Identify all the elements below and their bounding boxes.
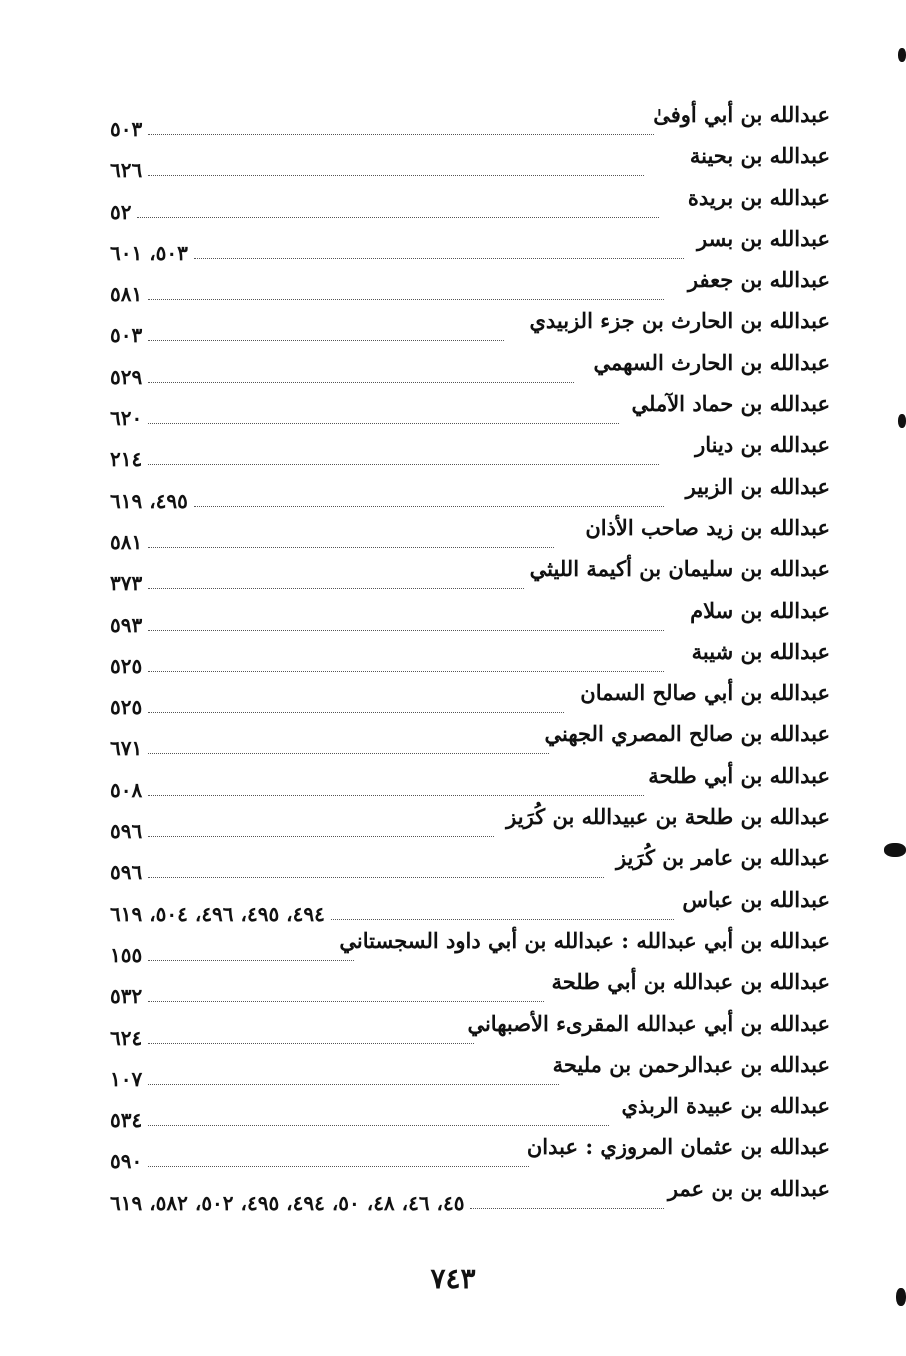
entry-name: عبدالله بن بسر	[697, 225, 830, 251]
index-entry	[110, 224, 830, 265]
index-entry	[110, 1174, 830, 1215]
entry-leader-line	[110, 281, 830, 307]
dotted-leader	[331, 918, 674, 920]
entry-page-numbers: ٥٠٣	[110, 323, 143, 348]
entry-page-numbers: ٦٢٠	[110, 406, 143, 431]
entry-name: عبدالله بن أبي صالح السمان	[580, 680, 830, 706]
dotted-leader	[148, 174, 644, 176]
entry-name: عبدالله بن صالح المصري الجهني	[544, 721, 830, 747]
entry-leader-line	[110, 901, 830, 927]
entry-name: عبدالله بن طلحة بن عبيدالله بن كُرَيز	[506, 804, 830, 830]
entry-page-numbers: ٦٢٦	[110, 158, 143, 183]
entry-leader-line	[110, 1066, 830, 1092]
page-number: ٧٤٣	[430, 1262, 476, 1295]
entry-leader-line	[110, 983, 830, 1009]
dotted-leader	[148, 381, 574, 383]
index-entry	[110, 348, 830, 389]
dotted-leader	[148, 339, 504, 341]
index-entry	[110, 678, 830, 719]
entry-page-numbers: ٤٩٥، ٦١٩	[110, 488, 188, 513]
entry-leader-line	[110, 612, 830, 638]
index-entry	[110, 265, 830, 306]
index-entry	[110, 1050, 830, 1091]
entry-leader-line	[110, 1190, 830, 1216]
dotted-leader	[148, 629, 664, 631]
entry-name: عبدالله بن جعفر	[687, 267, 830, 293]
index-entry	[110, 141, 830, 182]
index-entry	[110, 843, 830, 884]
entry-page-numbers: ٥٠٨	[110, 777, 143, 802]
dotted-leader	[148, 463, 659, 465]
dotted-leader	[148, 1000, 544, 1002]
entry-name: عبدالله بن دينار	[695, 432, 830, 458]
entry-page-numbers: ٥٩٦	[110, 860, 143, 885]
dotted-leader	[148, 422, 619, 424]
index-entry	[110, 719, 830, 760]
dotted-leader	[194, 505, 664, 507]
dotted-leader	[148, 711, 564, 713]
entry-page-numbers: ٥٩٠	[110, 1149, 143, 1174]
index-entry	[110, 183, 830, 224]
entry-leader-line	[110, 240, 830, 266]
entry-name: عبدالله بن عبدالله بن أبي طلحة	[551, 969, 830, 995]
index-entry	[110, 554, 830, 595]
entry-leader-line	[110, 405, 830, 431]
entry-leader-line	[110, 570, 830, 596]
entry-page-numbers: ٢١٤	[110, 447, 143, 472]
entry-page-numbers: ١٥٥	[110, 942, 143, 967]
dotted-leader	[470, 1207, 664, 1209]
entry-name: عبدالله بن عبيدة الربذي	[621, 1093, 830, 1119]
entry-page-numbers: ٦٧١	[110, 736, 143, 761]
entry-leader-line	[110, 157, 830, 183]
index-entry	[110, 1009, 830, 1050]
entry-leader-line	[110, 116, 830, 142]
entry-leader-line	[110, 653, 830, 679]
entry-leader-line	[110, 488, 830, 514]
entry-name: عبدالله بن الزبير	[685, 473, 830, 499]
dotted-leader	[148, 959, 354, 961]
entry-page-numbers: ٥٢٥	[110, 695, 143, 720]
entry-name: عبدالله بن عباس	[682, 886, 830, 912]
dotted-leader	[148, 1124, 609, 1126]
entry-name: عبدالله بن بحينة	[689, 143, 830, 169]
entry-page-numbers: ٥٩٣	[110, 612, 143, 637]
entry-page-numbers: ٥٢٥	[110, 653, 143, 678]
entry-leader-line	[110, 322, 830, 348]
entry-page-numbers: ٥٠٣	[110, 117, 143, 141]
entry-page-numbers: ٥٨١	[110, 282, 143, 307]
dotted-leader	[148, 133, 654, 135]
entry-leader-line	[110, 1025, 830, 1051]
index-entry	[110, 1091, 830, 1132]
scan-mark-lower	[884, 843, 906, 857]
dotted-leader	[148, 670, 664, 672]
index-entries-list	[110, 100, 830, 1215]
dotted-leader	[137, 216, 659, 218]
index-entry	[110, 967, 830, 1008]
entry-leader-line	[110, 364, 830, 390]
dotted-leader	[148, 587, 524, 589]
entry-name: عبدالله بن أبي طلحة	[648, 762, 830, 788]
dotted-leader	[148, 876, 604, 878]
index-entry	[110, 926, 830, 967]
entry-page-numbers: ٥٢٩	[110, 364, 143, 389]
entry-name: عبدالله بن أبي أوفىٰ	[653, 102, 830, 127]
entry-page-numbers: ٦٢٤	[110, 1025, 143, 1050]
entry-name: عبدالله بن أبي عبدالله المقرىء الأصبهاني	[467, 1010, 830, 1036]
entry-page-numbers: ١٠٧	[110, 1066, 143, 1091]
index-entry	[110, 596, 830, 637]
entry-leader-line	[110, 942, 830, 968]
entry-leader-line	[110, 777, 830, 803]
index-entry	[110, 1132, 830, 1173]
scan-mark-middle	[898, 414, 906, 428]
entry-name: عبدالله بن سليمان بن أكيمة الليثي	[529, 556, 830, 582]
entry-name: عبدالله بن عثمان المروزي : عبدان	[526, 1134, 830, 1160]
entry-leader-line	[110, 1107, 830, 1133]
dotted-leader	[148, 835, 494, 837]
index-entry	[110, 637, 830, 678]
entry-leader-line	[110, 199, 830, 225]
dotted-leader	[148, 546, 554, 548]
scan-mark-top	[898, 48, 906, 62]
dotted-leader	[148, 794, 644, 796]
index-entry	[110, 100, 830, 141]
entry-page-numbers: ٥٣٢	[110, 984, 143, 1009]
entry-name: عبدالله بن عامر بن كُرَيز	[615, 845, 830, 871]
entry-page-numbers: ٥٠٣، ٦٠١	[110, 240, 188, 265]
dotted-leader	[148, 298, 664, 300]
entry-page-numbers: ٥٢	[110, 199, 132, 224]
index-entry	[110, 389, 830, 430]
entry-name: عبدالله بن بريدة	[687, 184, 830, 210]
index-entry	[110, 472, 830, 513]
entry-leader-line	[110, 859, 830, 885]
index-entry	[110, 306, 830, 347]
entry-page-numbers: ٤٥، ٤٦، ٤٨، ٥٠، ٤٩٤، ٤٩٥، ٥٠٢، ٥٨٢، ٦١٩	[110, 1190, 465, 1215]
entry-name: عبدالله بن أبي عبدالله : عبدالله بن أبي داود السجستاني	[339, 927, 830, 953]
dotted-leader	[194, 257, 684, 259]
entry-page-numbers: ٣٧٣	[110, 571, 143, 596]
entry-name: عبدالله بن سلام	[690, 597, 830, 623]
entry-leader-line	[110, 446, 830, 472]
dotted-leader	[148, 752, 549, 754]
entry-name: عبدالله بن الحارث السهمي	[593, 349, 830, 375]
entry-leader-line	[110, 694, 830, 720]
entry-name: عبدالله بن زيد صاحب الأذان	[585, 514, 830, 540]
entry-leader-line	[110, 818, 830, 844]
index-entry	[110, 430, 830, 471]
entry-page-numbers: ٥٨١	[110, 529, 143, 554]
entry-name: عبدالله بن بن عمر	[667, 1175, 830, 1201]
dotted-leader	[148, 1165, 529, 1167]
entry-name: عبدالله بن عبدالرحمن بن مليحة	[552, 1051, 830, 1077]
entry-name: عبدالله بن حماد الآملي	[631, 391, 830, 417]
entry-name: عبدالله بن شيبة	[691, 638, 830, 664]
entry-page-numbers: ٥٩٦	[110, 819, 143, 844]
dotted-leader	[148, 1083, 559, 1085]
index-entry	[110, 885, 830, 926]
entry-leader-line	[110, 735, 830, 761]
entry-page-numbers: ٥٣٤	[110, 1108, 143, 1133]
index-entry	[110, 513, 830, 554]
entry-name: عبدالله بن الحارث بن جزء الزبيدي	[529, 308, 830, 334]
entry-leader-line	[110, 1148, 830, 1174]
dotted-leader	[148, 1042, 474, 1044]
entry-leader-line	[110, 529, 830, 555]
entry-page-numbers: ٤٩٤، ٤٩٥، ٤٩٦، ٥٠٤، ٦١٩	[110, 901, 325, 926]
index-entry	[110, 802, 830, 843]
index-entry	[110, 761, 830, 802]
